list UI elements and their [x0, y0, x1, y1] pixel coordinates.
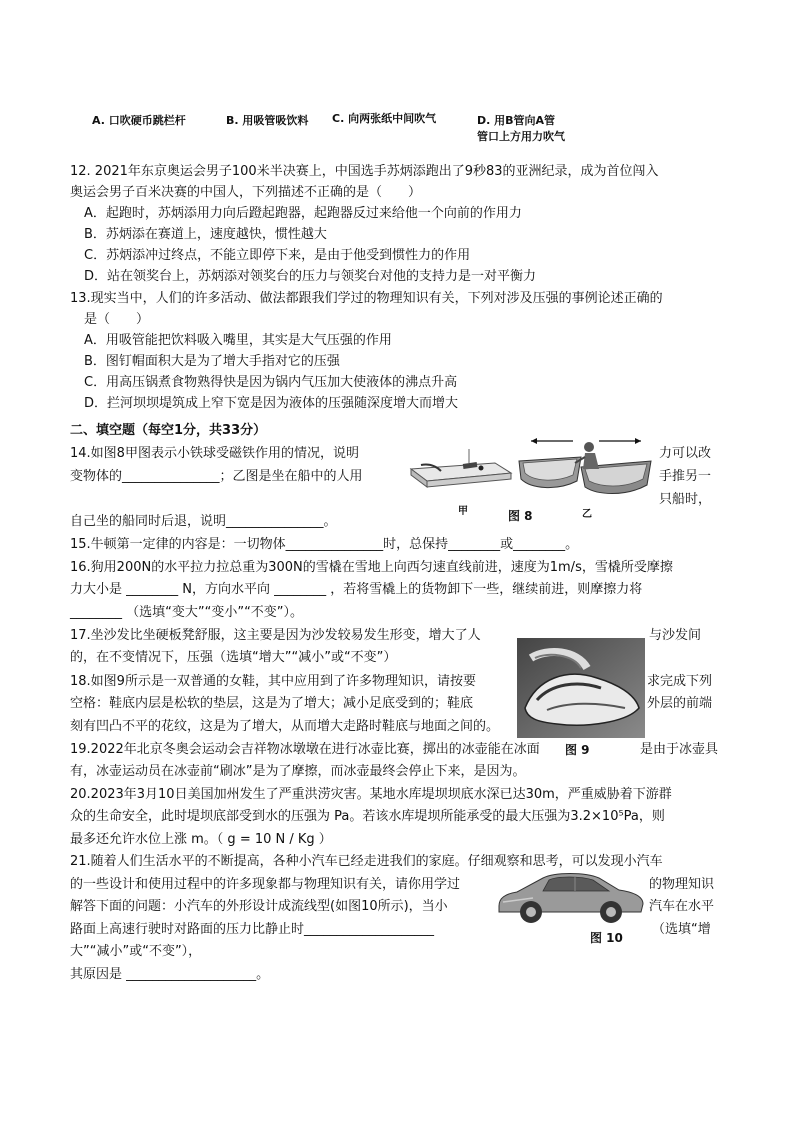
q21-line6: 其原因是 ____________________。 [70, 967, 270, 982]
q20-line3: 最多还允许水位上涨 m。（ g = 10 N / Kg ） [70, 832, 332, 847]
q14-line4: 自己坐的船同时后退，说明_______________。 [70, 514, 337, 529]
section-heading-fill-in: 二、填空题（每空1分，共33分） [70, 423, 267, 438]
q12-option-c: C．苏炳添冲过终点，不能立即停下来，是由于他受到惯性力的作用 [84, 248, 471, 263]
q21-line3-right: 汽车在水平 [649, 899, 715, 914]
figure-8-label-yi: 乙 [582, 509, 592, 520]
q17-line1-right: 与沙发间 [649, 628, 702, 643]
q19-line1-left: 19.2022年北京冬奥会运动会吉祥物冰墩墩在进行冰壶比赛，掷出的冰壶能在冰面 [70, 742, 540, 757]
q18-line3: 刻有凹凸不平的花纹，这是为了增大，从而增大走路时鞋底与地面之间的。 [70, 719, 500, 734]
q13-option-a: A．用吸管能把饮料吸入嘴里，其实是大气压强的作用 [84, 333, 392, 348]
q12-stem-line2: 奥运会男子百米决赛的中国人，下列描述不正确的是（ ） [70, 185, 422, 200]
q21-line2-right: 的物理知识 [649, 877, 715, 892]
q13-stem-line2: 是（ ） [84, 312, 150, 327]
q21-line4-right: （选填“增 [652, 922, 711, 937]
figure-8-caption: 图 8 [508, 509, 533, 523]
q11-option-c: C. 向两张纸中间吹气 [332, 112, 437, 125]
q12-option-d: D．站在领奖台上，苏炳添对领奖台的压力与领奖台对他的支持力是一对平衡力 [84, 269, 537, 284]
q11-option-d-line2: 管口上方用力吹气 [477, 130, 565, 143]
q20-line1: 20.2023年3月10日美国加州发生了严重洪涝灾害。某地水库堤坝坝底水深已达30m，严重威胁着下游群 [70, 787, 672, 802]
q13-option-d: D．拦河坝坝堤筑成上窄下宽是因为液体的压强随深度增大而增大 [84, 396, 459, 411]
figure-9-caption: 图 9 [565, 743, 590, 757]
q16-line3: ________ （选填“变大”“变小”“不变”）。 [70, 605, 304, 620]
q21-line5: 大”“减小”或“不变”）， [70, 944, 202, 959]
q11-option-d-line1: D. 用B管向A管 [477, 114, 556, 127]
q13-option-c: C．用高压锅煮食物熟得快是因为锅内气压加大使液体的沸点升高 [84, 375, 458, 390]
q12-option-b: B．苏炳添在赛道上，速度越快，惯性越大 [84, 227, 327, 242]
q21-line1: 21.随着人们生活水平的不断提高，各种小汽车已经走进我们的家庭。仔细观察和思考，可以发现小汽车 [70, 854, 663, 869]
q11-option-a: A. 口吹硬币跳栏杆 [92, 114, 186, 127]
q14-line2-left: 变物体的_______________；乙图是坐在船中的人用 [70, 469, 363, 484]
q18-line2-left: 空格：鞋底内层是松软的垫层，这是为了增大；减小足底受到的；鞋底 [70, 696, 474, 711]
figure-8-label-jia: 甲 [458, 506, 468, 517]
figure-9-shoe-image [517, 638, 645, 738]
q17-line2: 的，在不变情况下，压强（选填“增大”“减小”或“不变”） [70, 650, 397, 665]
q18-line2-right: 外层的前端 [647, 696, 713, 711]
q14-line1-right: 力可以改 [659, 446, 712, 461]
q21-line2-left: 的一些设计和使用过程中的许多现象都与物理知识有关，请你用学过 [70, 877, 461, 892]
q12-stem-line1: 12. 2021年东京奥运会男子100米半决赛上，中国选手苏炳添跑出了9秒83的亚洲纪录，成为首位闯入 [70, 164, 659, 179]
q14-line2-right: 手推另一 [659, 469, 712, 484]
q13-option-b: B．图钉帽面积大是为了增大手指对它的压强 [84, 354, 340, 369]
q14-line3-right: 只船时， [659, 492, 712, 507]
q21-line3-left: 解答下面的问题：小汽车的外形设计成流线型(如图10所示)，当小 [70, 899, 448, 914]
q16-line2: 力大小是 ________ N，方向水平向 ________ ，若将雪橇上的货物卸下一些，继续前进，则摩擦力将 [70, 582, 643, 597]
figure-10-caption: 图 10 [590, 931, 623, 945]
q21-line4-left: 路面上高速行驶时对路面的压力比静止时____________________ [70, 922, 435, 937]
figure-8-boats-image [517, 431, 655, 505]
q16-line1: 16.狗用200N的水平拉力拉总重为300N的雪橇在雪地上向西匀速直线前进，速度为1m/s，雪橇所受摩擦 [70, 560, 673, 575]
q18-line1-left: 18.如图9所示是一双普通的女鞋，其中应用到了许多物理知识，请按要 [70, 674, 476, 689]
q18-line1-right: 求完成下列 [647, 674, 713, 689]
q19-line1-right: 是由于冰壶具 [640, 742, 719, 757]
q20-line2: 众的生命安全，此时堤坝底部受到水的压强为 Pa。若该水库堤坝所能承受的最大压强为3.2×10⁵Pa，则 [70, 809, 665, 824]
figure-10-car-image [493, 864, 647, 926]
q12-option-a: A．起跑时，苏炳添用力向后蹬起跑器，起跑器反过来给他一个向前的作用力 [84, 206, 522, 221]
figure-8-magnet-image [407, 441, 515, 499]
q19-line2: 有，冰壶运动员在冰壶前“刷冰”是为了摩擦，而冰壶最终会停止下来，是因为。 [70, 764, 526, 779]
q14-line1-left: 14.如图8甲图表示小铁球受磁铁作用的情况，说明 [70, 446, 359, 461]
q15-text: 15.牛顿第一定律的内容是：一切物体_______________时，总保持________或________。 [70, 537, 579, 552]
q17-line1-left: 17.坐沙发比坐硬板凳舒服，这主要是因为沙发较易发生形变，增大了人 [70, 628, 481, 643]
q11-option-b: B. 用吸管吸饮料 [226, 114, 309, 127]
q13-stem-line1: 13.现实当中，人们的许多活动、做法都跟我们学过的物理知识有关，下列对涉及压强的事例论述正确的 [70, 291, 663, 306]
